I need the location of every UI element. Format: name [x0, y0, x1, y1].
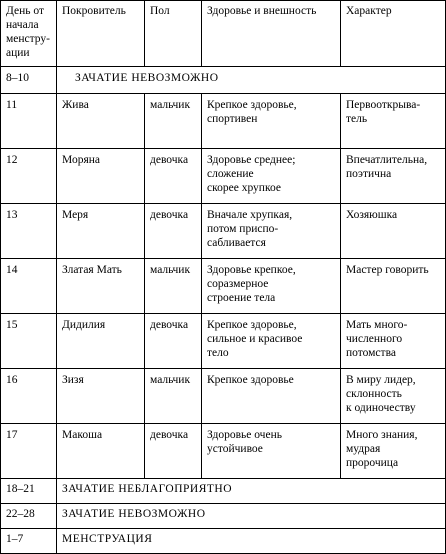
status-cell: ЗАЧАТИЕ НЕВОЗМОЖНО	[57, 67, 446, 94]
day-cell: 13	[1, 204, 57, 259]
patron-cell: Моряна	[57, 149, 145, 204]
character-cell: Первооткрыва- тель	[341, 94, 446, 149]
health-cell: Крепкое здоровье	[202, 369, 341, 424]
patron-cell: Дидилия	[57, 314, 145, 369]
character-cell: Хозяюшка	[341, 204, 446, 259]
health-cell: Здоровье среднее; сложение скорее хрупкое	[202, 149, 341, 204]
day-range-cell: 22–28	[1, 504, 57, 529]
sex-cell: девочка	[145, 204, 202, 259]
day-range-cell: 18–21	[1, 479, 57, 504]
table-row	[1, 259, 446, 314]
table-row	[1, 149, 446, 204]
patron-cell: Златая Мать	[57, 259, 145, 314]
character-cell: В миру лидер, склонность к одиночеству	[341, 369, 446, 424]
status-cell: ЗАЧАТИЕ НЕБЛАГОПРИЯТНО	[57, 479, 446, 504]
table-row-status	[1, 67, 446, 94]
health-cell: Крепкое здоровье, спортивен	[202, 94, 341, 149]
sex-cell: мальчик	[145, 369, 202, 424]
character-cell: Впечатлительна, поэтична	[341, 149, 446, 204]
day-range-cell: 1–7	[1, 529, 57, 554]
sex-cell: девочка	[145, 424, 202, 479]
health-cell: Вначале хрупкая, потом приспо- сабливается	[202, 204, 341, 259]
table-row	[1, 314, 446, 369]
patron-cell: Макоша	[57, 424, 145, 479]
character-cell: Мать много- численного потомства	[341, 314, 446, 369]
header-health: Здоровье и внешность	[202, 1, 341, 67]
status-cell: ЗАЧАТИЕ НЕВОЗМОЖНО	[57, 504, 446, 529]
patron-cell: Жива	[57, 94, 145, 149]
day-cell: 17	[1, 424, 57, 479]
sex-cell: мальчик	[145, 94, 202, 149]
header-patron: Покровитель	[57, 1, 145, 67]
day-cell: 14	[1, 259, 57, 314]
table-row-status	[1, 479, 446, 504]
table-row	[1, 204, 446, 259]
table-row-status	[1, 504, 446, 529]
day-cell: 11	[1, 94, 57, 149]
day-cell: 12	[1, 149, 57, 204]
table-row	[1, 369, 446, 424]
day-range-cell: 8–10	[1, 67, 57, 94]
table-row-status	[1, 529, 446, 554]
status-cell: МЕНСТРУАЦИЯ	[57, 529, 446, 554]
health-cell: Здоровье крепкое, соразмерное строение тела	[202, 259, 341, 314]
day-cell: 16	[1, 369, 57, 424]
patron-cell: Меря	[57, 204, 145, 259]
character-cell: Много знания, мудрая пророчица	[341, 424, 446, 479]
health-cell: Крепкое здоровье, сильное и красивое тело	[202, 314, 341, 369]
table-row	[1, 94, 446, 149]
header-sex: Пол	[145, 1, 202, 67]
character-cell: Мастер говорить	[341, 259, 446, 314]
header-character: Характер	[341, 1, 446, 67]
sex-cell: мальчик	[145, 259, 202, 314]
sex-cell: девочка	[145, 314, 202, 369]
table-header-row	[1, 1, 446, 67]
day-cell: 15	[1, 314, 57, 369]
table-row	[1, 424, 446, 479]
health-cell: Здоровье очень устойчивое	[202, 424, 341, 479]
sex-cell: девочка	[145, 149, 202, 204]
patron-cell: Зизя	[57, 369, 145, 424]
header-day: День от начала менстру- ации	[1, 1, 57, 67]
